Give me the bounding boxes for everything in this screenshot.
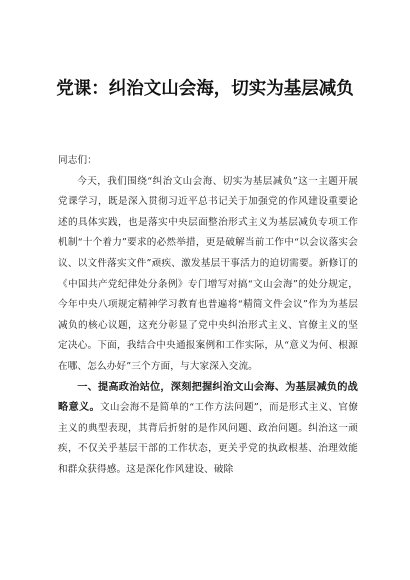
- section-1-heading: 一、提高政治站位，深刻把握纠治文山会海、为基层减负的战略意义。: [58, 381, 358, 414]
- document-title: 党课：纠治文山会海，切实为基层减负: [56, 79, 354, 99]
- salutation: 同志们：: [58, 155, 97, 166]
- section-1-text: 文山会海不是简单的“工作方法问题”，而是形式主义、官僚主义的典型表现，其背后折射的是作风问题、政治问题。纠治这一顽疾，不仅关乎基层干部的工作状态，更关乎党的执政根基、治理效能和群众获得感。这是深化作风建设、破除: [58, 402, 358, 475]
- paragraph-section-1: [58, 378, 358, 481]
- paragraph-intro: 今天，我们围绕“纠治文山会海、切实为基层减负”这一主题开展党课学习，既是深入贯彻习近平总书记关于加强党的作风建设重要论述的具体实践，也是落实中央层面整治形式主义为基层减负专项工作机制“十个着力”要求的必然举措，更是破解当前工作中“以会议落实会议、以文件落实文件”顽疾、激发基层干事活力的迫切需要。新修订的《中国共产党纪律处分条例》专门增写对搞“文山会海”的处分规定，今年中央八项规定精神学习教育也普遍将“精简文件会议”作为为基层减负的核心议题，这充分彰显了党中央纠治形式主义、官僚主义的坚定决心。下面，我结合中央通报案例和工作实际，从“意义为何、根源在哪、怎么办好”三个方面，与大家深入交流。: [58, 175, 358, 372]
- document-body: [58, 151, 358, 481]
